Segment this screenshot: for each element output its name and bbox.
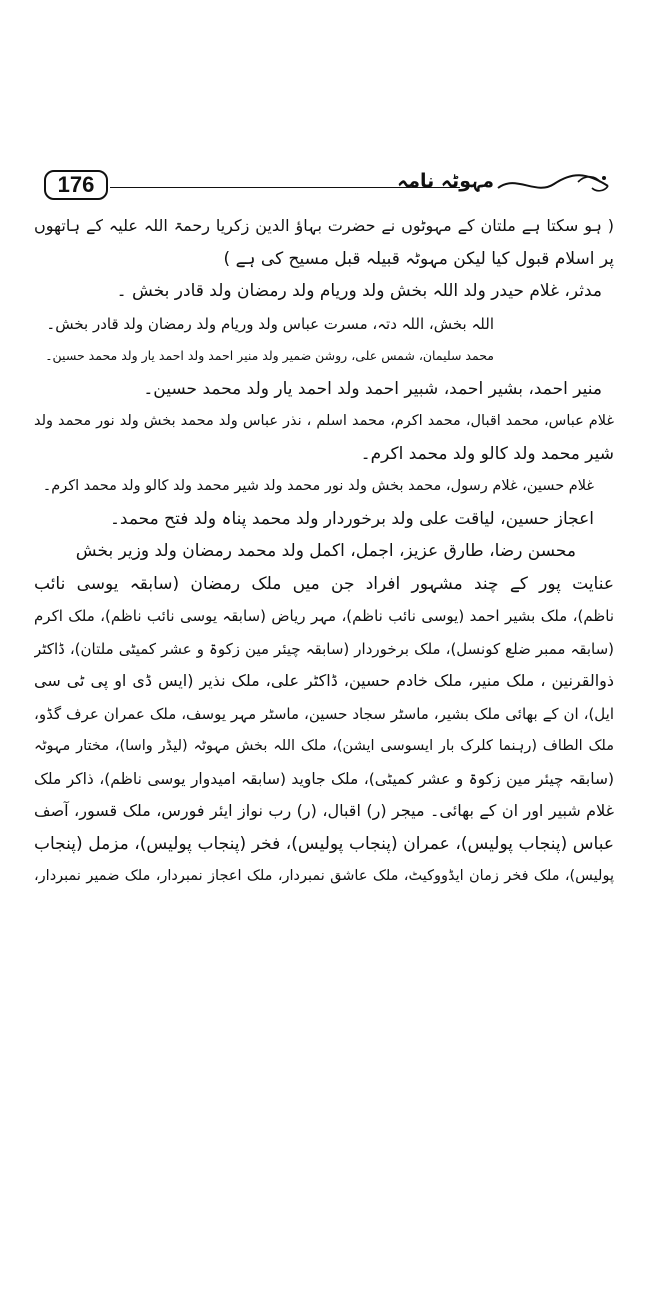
- text-line: (سابقہ چیئر مین زکوۃ و عشر کمیٹی)، ملک جاوید (سابقہ امیدوار یوسی ناظم)، ذاکر ملک: [34, 769, 614, 788]
- text-line: غلام شبیر اور ان کے بھائی۔ میجر (ر) اقبال، (ر) رب نواز ایئر فورس، ملک قسور، آصف: [34, 801, 614, 820]
- text-line: محسن رضا، طارق عزیز، اجمل، اکمل ولد محمد رمضان ولد وزیر بخش: [75, 541, 576, 561]
- text-line: عنایت پور کے چند مشہور افراد جن میں ملک رمضان (سابقہ یوسی نائب: [34, 573, 614, 594]
- text-line: ذوالقرنین ، ملک منیر، ملک خادم حسین، ڈاکٹر علی، ملک نذیر (ایس ڈی او پی ٹی سی: [34, 671, 614, 690]
- page-number: 176: [44, 170, 108, 200]
- text-line: عباس (پنجاب پولیس)، عمران (پنجاب پولیس)، فخر (پنجاب پولیس)، مزمل (پنجاب: [34, 833, 614, 854]
- text-line: پولیس)، ملک فخر زمان ایڈووکیٹ، ملک عاشق نمبردار، ملک اعجاز نمبردار، ملک ضمیر نمبردار،: [34, 868, 614, 884]
- text-line: مدثر، غلام حیدر ولد اللہ بخش ولد وریام ولد رمضان ولد قادر بخش ۔: [116, 281, 602, 301]
- page-header: [40, 168, 612, 204]
- text-line: پر اسلام قبول کیا لیکن مہوٹہ قبیلہ قبل مسیح کی ہے ): [223, 248, 614, 269]
- text-line: ملک الطاف (رہنما کلرک بار ایسوسی ایشن)، ملک اللہ بخش مہوٹہ (لیڈر واسا)، مختار مہوٹہ: [34, 738, 614, 754]
- text-line: ناظم)، ملک بشیر احمد (یوسی نائب ناظم)، مہر ریاض (سابقہ یوسی نائب ناظم)، ملک اکرم: [34, 607, 614, 625]
- text-line: محمد سلیمان، شمس علی، روشن ضمیر ولد منیر احمد ولد احمد یار ولد محمد حسین۔: [45, 348, 494, 363]
- text-line: غلام عباس، محمد اقبال، محمد اکرم، محمد اسلم ، نذر عباس ولد محمد بخش ولد نور محمد ولد: [34, 413, 614, 429]
- text-line: ایل)، ان کے بھائی ملک بشیر، ماسٹر سجاد حسین، ماسٹر مہر یوسف، ملک عمران عرف گڈو،: [34, 704, 614, 723]
- text-line: غلام حسین، غلام رسول، محمد بخش ولد نور محمد ولد شیر محمد ولد کالو ولد محمد اکرم۔: [42, 478, 594, 494]
- page-body: [34, 210, 614, 893]
- calligraphic-ornament-icon: [496, 170, 612, 198]
- text-line: شیر محمد ولد کالو ولد محمد اکرم۔: [360, 443, 614, 464]
- text-line: ( ہو سکتا ہے ملتان کے مہوٹوں نے حضرت بہاؤ الدین زکریا رحمۃ اللہ علیہ کے ہاتھوں: [34, 216, 614, 235]
- book-title: مہوٹہ نامہ: [397, 170, 494, 192]
- text-line: (سابقہ ممبر ضلع کونسل)، ملک برخوردار (سابقہ چیئر مین زکوۃ و عشر کمیٹی ملتان)، ڈاکٹر: [34, 639, 614, 658]
- text-line: اللہ بخش، اللہ دتہ، مسرت عباس ولد وریام ولد رمضان ولد قادر بخش۔: [46, 314, 494, 333]
- text-line: منیر احمد، بشیر احمد، شبیر احمد ولد احمد یار ولد محمد حسین۔: [143, 378, 602, 399]
- text-line: اعجاز حسین، لیاقت علی ولد برخوردار ولد محمد پناہ ولد فتح محمد۔: [109, 508, 594, 529]
